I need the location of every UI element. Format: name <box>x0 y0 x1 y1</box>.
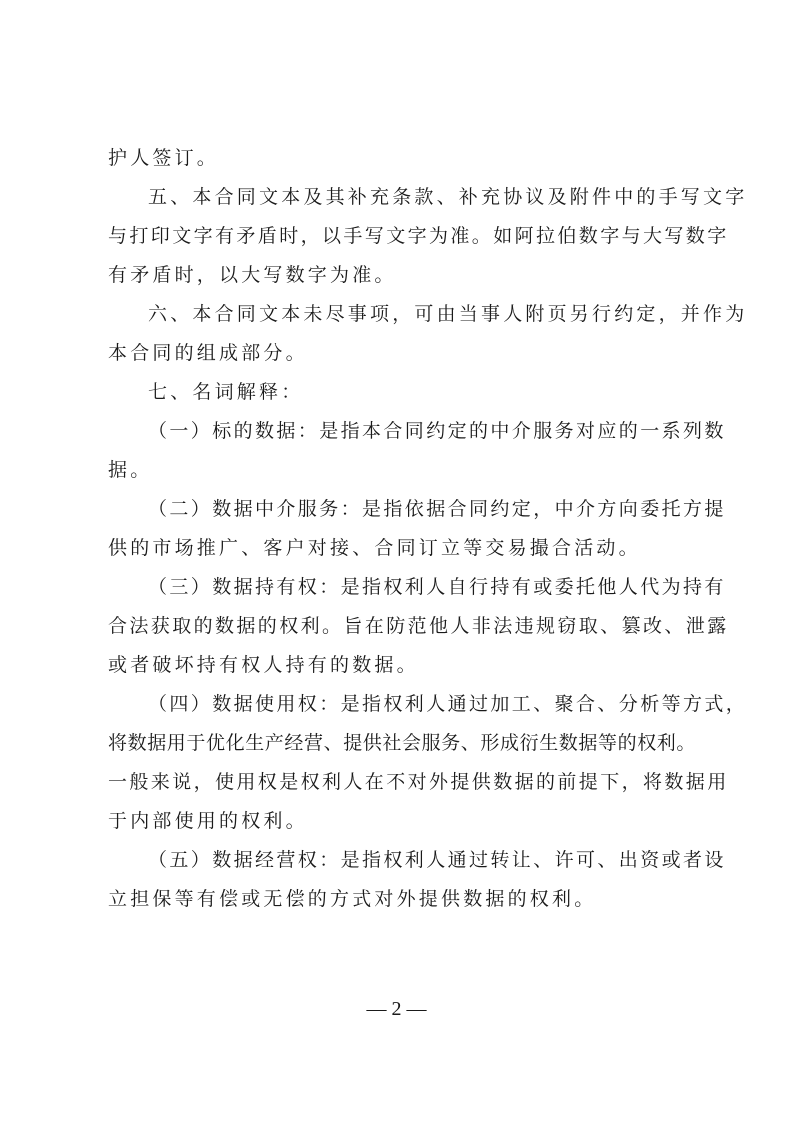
text-line: （三）数据持有权：是指权利人自行持有或委托他人代为持有 <box>148 576 726 598</box>
text-line: 供的市场推广、客户对接、合同订立等交易撮合活动。 <box>108 537 641 559</box>
text-line: 据。 <box>108 459 153 481</box>
text-line: 或者破坏持有权人持有的数据。 <box>108 654 419 676</box>
text-line: （四）数据使用权：是指权利人通过加工、聚合、分析等方式， <box>148 693 748 715</box>
text-line: 将数据用于优化生产经营、提供社会服务、形成衍生数据等的权利。 <box>108 732 697 754</box>
text-line: （二）数据中介服务：是指依据合同约定，中介方向委托方提 <box>148 498 726 520</box>
text-line: （一）标的数据：是指本合同约定的中介服务对应的一系列数 <box>148 420 726 442</box>
text-line: 护人签订。 <box>108 147 220 169</box>
text-line: 一般来说，使用权是权利人在不对外提供数据的前提下，将数据用 <box>108 771 729 793</box>
text-line: 本合同的组成部分。 <box>108 342 308 364</box>
text-line: （五）数据经营权：是指权利人通过转让、许可、出资或者设 <box>148 849 726 871</box>
text-line: 六、本合同文本未尽事项，可由当事人附页另行约定，并作为 <box>148 303 748 325</box>
text-line: 合法获取的数据的权利。旨在防范他人非法违规窃取、篡改、泄露 <box>108 615 729 637</box>
text-line: 五、本合同文本及其补充条款、补充协议及附件中的手写文字 <box>148 186 748 208</box>
text-line: 与打印文字有矛盾时，以手写文字为准。如阿拉伯数字与大写数字 <box>108 225 729 247</box>
page-number: — 2 — <box>366 998 427 1020</box>
text-line: 立担保等有偿或无偿的方式对外提供数据的权利。 <box>108 888 597 910</box>
text-line: 于内部使用的权利。 <box>108 810 308 832</box>
text-line: 有矛盾时，以大写数字为准。 <box>108 264 397 286</box>
text-line: 七、名词解释： <box>148 381 304 403</box>
